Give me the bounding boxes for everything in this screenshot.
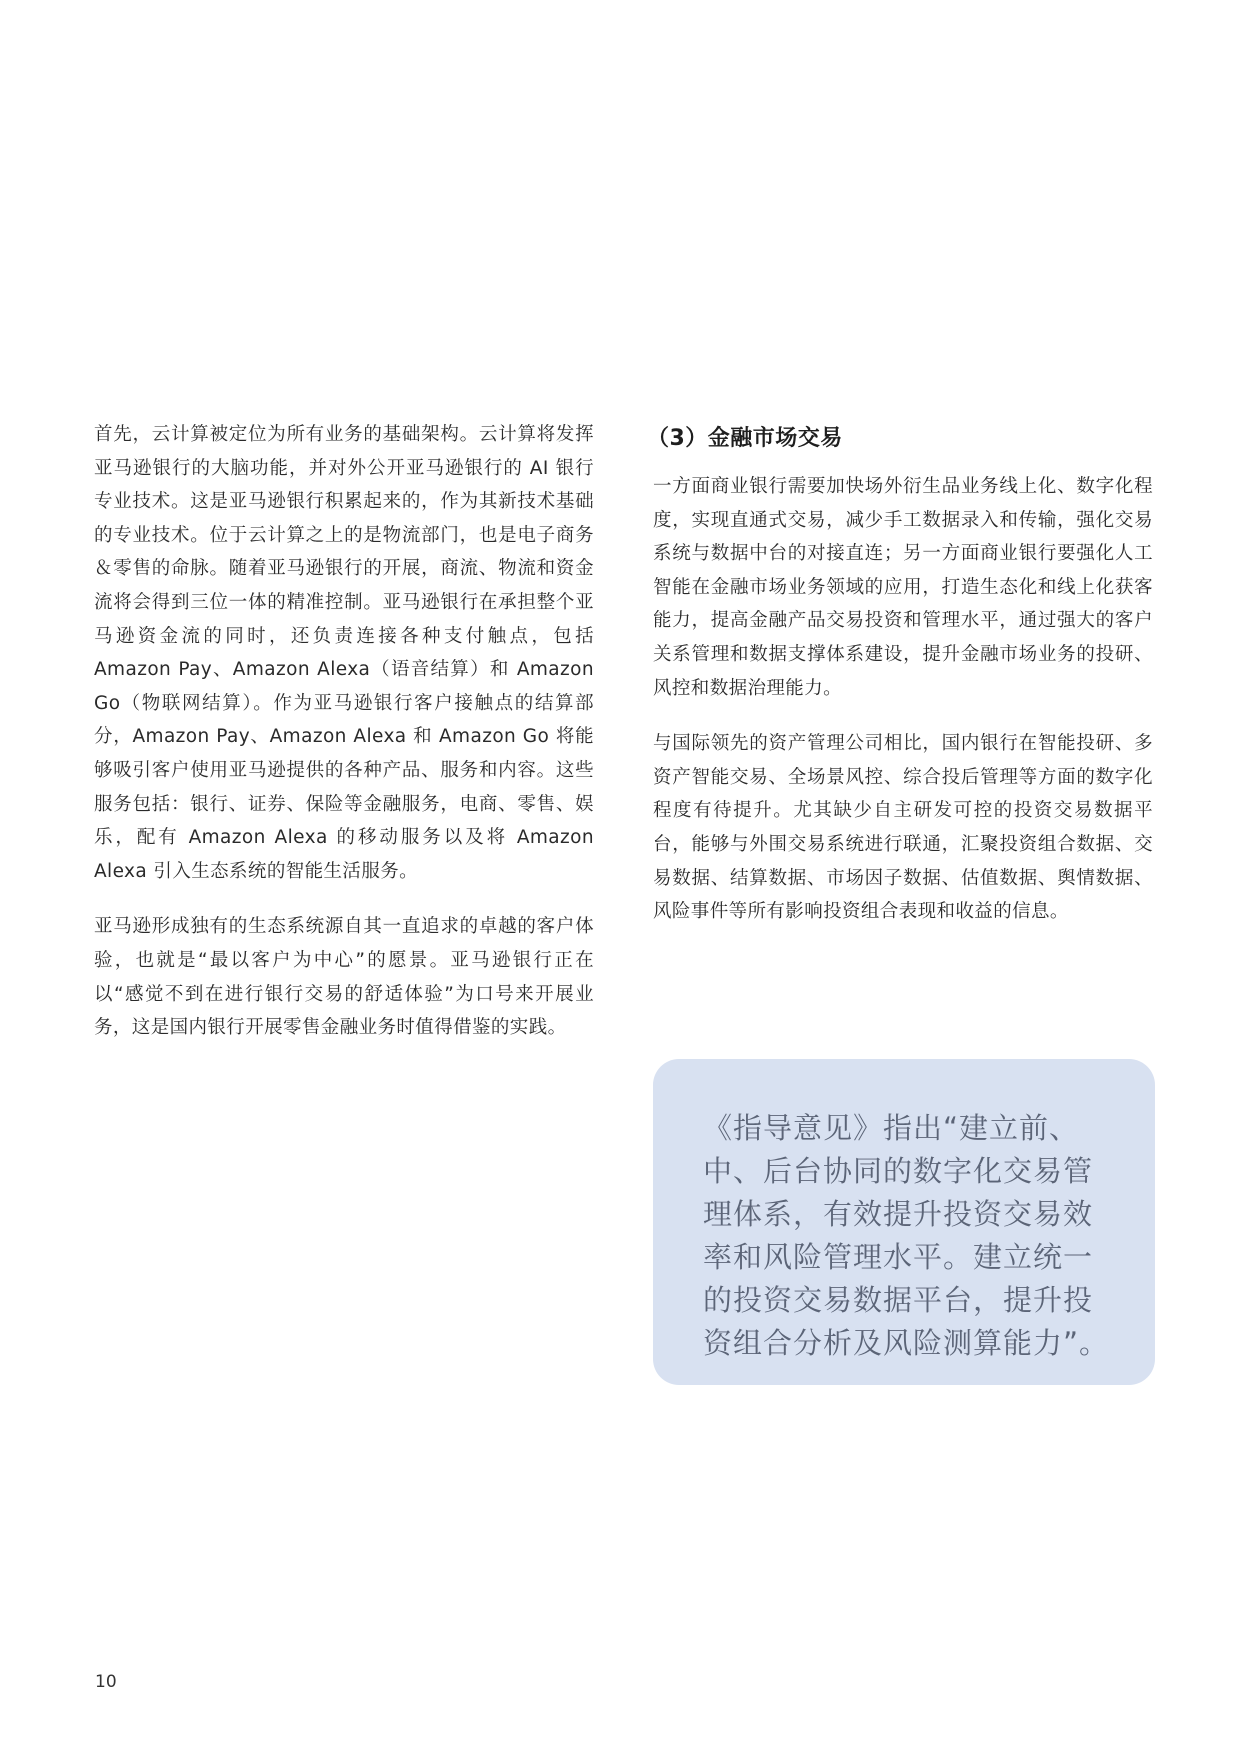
body-paragraph: 亚马逊形成独有的生态系统源自其一直追求的卓越的客户体验，也就是“最以客户为中心”的愿景。亚马逊银行正在以“感觉不到在进行银行交易的舒适体验”为口号来开展业务，这是国内银行开展零售金融业务时值得借鉴的实践。: [94, 916, 594, 1039]
body-paragraph: 一方面商业银行需要加快场外衍生品业务线上化、数字化程度，实现直通式交易，减少手工数据录入和传输，强化交易系统与数据中台的对接直连；另一方面商业银行要强化人工智能在金融市场业务领域的应用，打造生态化和线上化获客能力，提高金融产品交易投资和管理水平，通过强大的客户关系管理和数据支撑体系建设，提升金融市场业务的投研、风控和数据治理能力。: [653, 476, 1153, 699]
quote-callout-box: [653, 1059, 1155, 1385]
left-column: [94, 418, 594, 1067]
right-column: [647, 418, 1153, 951]
callout-quote-text: 《指导意见》指出“建立前、中、后台协同的数字化交易管理体系，有效提升投资交易效率和风险管理水平。建立统一的投资交易数据平台，提升投资组合分析及风险测算能力”。: [703, 1111, 1110, 1360]
page-number: 10: [95, 1672, 117, 1692]
section-heading: （3）金融市场交易: [647, 426, 843, 451]
body-paragraph: 首先，云计算被定位为所有业务的基础架构。云计算将发挥亚马逊银行的大脑功能，并对外公开亚马逊银行的 AI 银行专业技术。这是亚马逊银行积累起来的，作为其新技术基础的专业技术。位于云计算之上的是物流部门，也是电子商务＆零售的命脉。随着亚马逊银行的开展，商流、物流和资金流将会得到三位一体的精准控制。亚马逊银行在承担整个亚马逊资金流的同时，还负责连接各种支付触点，包括 Amazon Pay、Amazon Alexa（语音结算）和 Amazon Go（物联网结算）。作为亚马逊银行客户接触点的结算部分，Amazon Pay、Amazon Alexa 和 Amazon Go 将能够吸引客户使用亚马逊提供的各种产品、服务和内容。这些服务包括：银行、证券、保险等金融服务，电商、零售、娱乐，配有 Amazon Alexa 的移动服务以及将 Amazon Alexa 引入生态系统的智能生活服务。: [94, 424, 594, 882]
body-paragraph: 与国际领先的资产管理公司相比，国内银行在智能投研、多资产智能交易、全场景风控、综合投后管理等方面的数字化程度有待提升。尤其缺少自主研发可控的投资交易数据平台，能够与外围交易系统进行联通，汇聚投资组合数据、交易数据、结算数据、市场因子数据、估值数据、舆情数据、风险事件等所有影响投资组合表现和收益的信息。: [653, 733, 1153, 923]
